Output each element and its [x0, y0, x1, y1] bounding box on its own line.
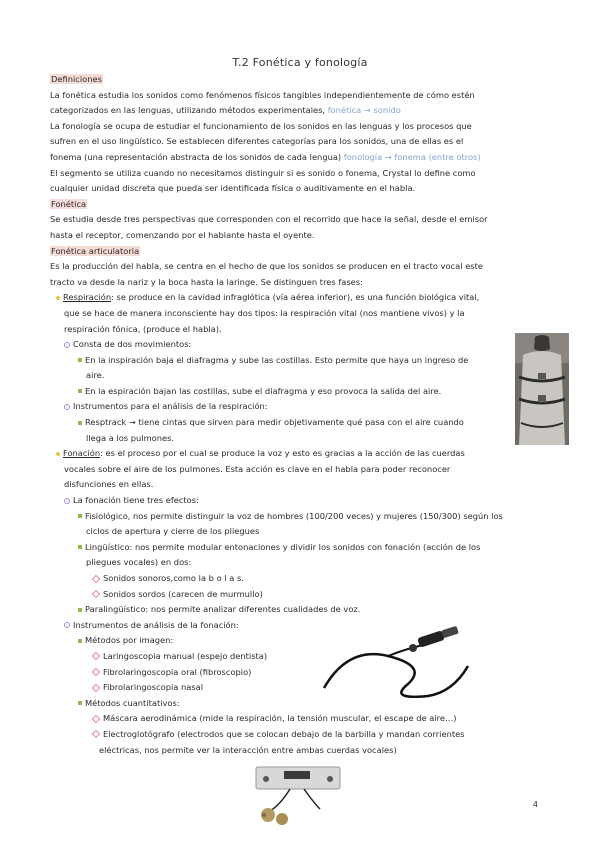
bullet-dot-icon	[56, 296, 60, 300]
heading-fonetica: Fonética	[51, 198, 87, 209]
item-continuation: que se hace de manera inconsciente hay dos tipos: la respiración vital (nos mantiene vivos) y la	[64, 307, 465, 318]
item-text: Laringoscopia manual (espejo dentista)	[103, 650, 268, 661]
item-text: Electroglotógrafo (electrodos que se colocan debajo de la barbilla y mandan corrientes	[103, 728, 465, 739]
def-line: El segmento se utiliza cuando no necesitamos distinguir si es sonido o fonema, Crystal lo define como	[50, 167, 476, 178]
def-line: cualquier unidad discreta que pueda ser identificada física o auditivamente en el habla.	[50, 183, 416, 194]
bullet-diamond-icon	[92, 590, 100, 598]
electroglottograph-photo	[250, 765, 344, 825]
item-continuation: respiración fónica, (produce el habla).	[64, 323, 222, 334]
list-item	[50, 353, 518, 369]
list-item	[50, 727, 550, 743]
fon-line: Se estudia desde tres perspectivas que corresponden con el recorrido que hace la señal, desde el emisor	[50, 214, 488, 225]
bullet-circle-icon	[64, 404, 70, 410]
list-item	[50, 446, 550, 462]
item-continuation: aire.	[86, 370, 105, 381]
item-text: Sonidos sordos (carecen de murmullo)	[103, 588, 263, 599]
list-item	[50, 399, 550, 415]
item-continuation: vocales sobre el aire de los pulmones. Esta acción es clave en el habla para poder reconocer	[64, 463, 451, 474]
list-item	[50, 337, 550, 353]
item-continuation: ciclos de apertura y cierre de los pliegues	[86, 526, 260, 537]
item-text: Máscara aerodinámica (mide la respiración, la tensión muscular, el escape de aire…)	[103, 713, 457, 724]
item-text: Fibrolaringoscopia nasal	[103, 682, 204, 693]
def-blue-note: fonética → sonido	[327, 105, 401, 116]
bullet-square-icon	[78, 421, 82, 425]
list-item	[50, 711, 550, 727]
bullet-square-icon	[78, 389, 82, 393]
bullet-square-icon	[78, 639, 82, 643]
list-item	[50, 509, 550, 525]
item-text: Resptrack → tiene cintas que sirven para medir objetivamente qué pasa con el aire cuando	[85, 417, 464, 428]
item-text: Instrumentos de análisis de la fonación:	[73, 619, 239, 630]
item-continuation: pliegues vocales) en dos:	[86, 557, 192, 568]
bullet-diamond-icon	[92, 574, 100, 582]
item-text: Métodos cuantitativos:	[85, 697, 180, 708]
item-text: : se produce en la cavidad infraglótica (vía aérea inferior), es una función biológica vital,	[111, 292, 480, 303]
bullet-diamond-icon	[92, 652, 100, 660]
bullet-dot-icon	[56, 452, 60, 456]
list-item	[50, 415, 550, 431]
bullet-square-icon	[78, 545, 82, 549]
item-text: En la inspiración baja el diafragma y sube las costillas. Esto permite que haya un ingreso de	[85, 354, 469, 365]
list-item	[50, 602, 550, 618]
list-item	[50, 571, 550, 587]
list-item	[50, 540, 550, 556]
def-line: La fonética estudia los sonidos como fenómenos físicos tangibles independientemente de cómo estén	[50, 89, 475, 100]
def-line: La fonología se ocupa de estudiar el funcionamiento de los sonidos en las lenguas y los procesos que	[50, 120, 472, 131]
item-text: Paralingüístico: nos permite analizar diferentes cualidades de voz.	[85, 604, 361, 615]
item-text: Sonidos sonoros,como la b o l a s.	[103, 573, 244, 583]
bullet-circle-icon	[64, 498, 70, 504]
page-number: 4	[532, 800, 538, 809]
item-text: La fonación tiene tres efectos:	[73, 495, 199, 506]
bullet-square-icon	[78, 514, 82, 518]
item-text: En la espiración bajan las costillas, sube el diafragma y eso provoca la salida del aire.	[85, 385, 442, 396]
item-continuation: eléctricas, nos permite ver la interacción entre ambas cuerdas vocales)	[99, 744, 397, 755]
bullet-diamond-icon	[92, 715, 100, 723]
bullet-diamond-icon	[92, 668, 100, 676]
item-text: Consta de dos movimientos:	[73, 339, 192, 350]
term-fonacion: Fonación	[63, 448, 101, 459]
heading-articulatoria: Fonética articulatoria	[51, 245, 140, 256]
bullet-circle-icon	[64, 342, 70, 348]
def-line	[50, 103, 550, 119]
bullet-diamond-icon	[92, 730, 100, 738]
def-text: categorizados en las lenguas, utilizando métodos experimentales,	[50, 105, 328, 116]
bullet-square-icon	[78, 701, 82, 705]
def-line	[50, 150, 550, 166]
fiberscope-photo	[318, 626, 476, 708]
bullet-square-icon	[78, 358, 82, 362]
art-line: tracto va desde la nariz y la boca hasta la laringe. Se distinguen tres fases:	[50, 276, 363, 287]
heading-definiciones: Definiciones	[51, 74, 102, 84]
fon-line: hasta el receptor, comenzando por el hablante hasta el oyente.	[50, 229, 315, 240]
list-item	[50, 290, 550, 306]
list-item	[50, 587, 550, 603]
list-item	[50, 493, 550, 509]
def-text: fonema (una representación abstracta de los sonidos de cada lengua)	[50, 151, 344, 162]
item-text: Fibrolaringoscopia oral (fibroscopio)	[103, 666, 252, 677]
mannequin-resptrack-photo	[515, 333, 569, 445]
list-item	[50, 384, 550, 400]
art-line: Es la producción del habla, se centra en el hecho de que los sonidos se producen en el tracto vocal este	[50, 261, 483, 272]
item-text: Instrumentos para el análisis de la respiración:	[73, 401, 268, 412]
bullet-circle-icon	[64, 622, 70, 628]
bullet-square-icon	[78, 608, 82, 612]
item-text: Métodos por imagen:	[85, 635, 174, 646]
item-text: : es el proceso por el cual se produce la voz y esto es gracias a la acción de las cuerdas	[100, 448, 465, 459]
item-text: Lingüístico: nos permite modular entonaciones y dividir los sonidos con fonación (acción de los	[85, 541, 481, 552]
def-blue-note: fonología → fonema (entre otros)	[343, 151, 481, 162]
item-continuation: llega a los pulmones.	[86, 432, 175, 443]
def-line: sufren en el uso lingüístico. Se establecen diferentes categorías para los sonidos, una de ellas es el	[50, 136, 464, 147]
page-title: T.2 Fonética y fonología	[232, 56, 368, 69]
item-continuation: disfunciones en ellas.	[64, 479, 154, 490]
item-text: Fisiológico, nos permite distinguir la voz de hombres (100/200 veces) y mujeres (150/300) según los	[85, 510, 503, 521]
term-respiracion: Respiración	[63, 292, 112, 303]
bullet-diamond-icon	[92, 683, 100, 691]
